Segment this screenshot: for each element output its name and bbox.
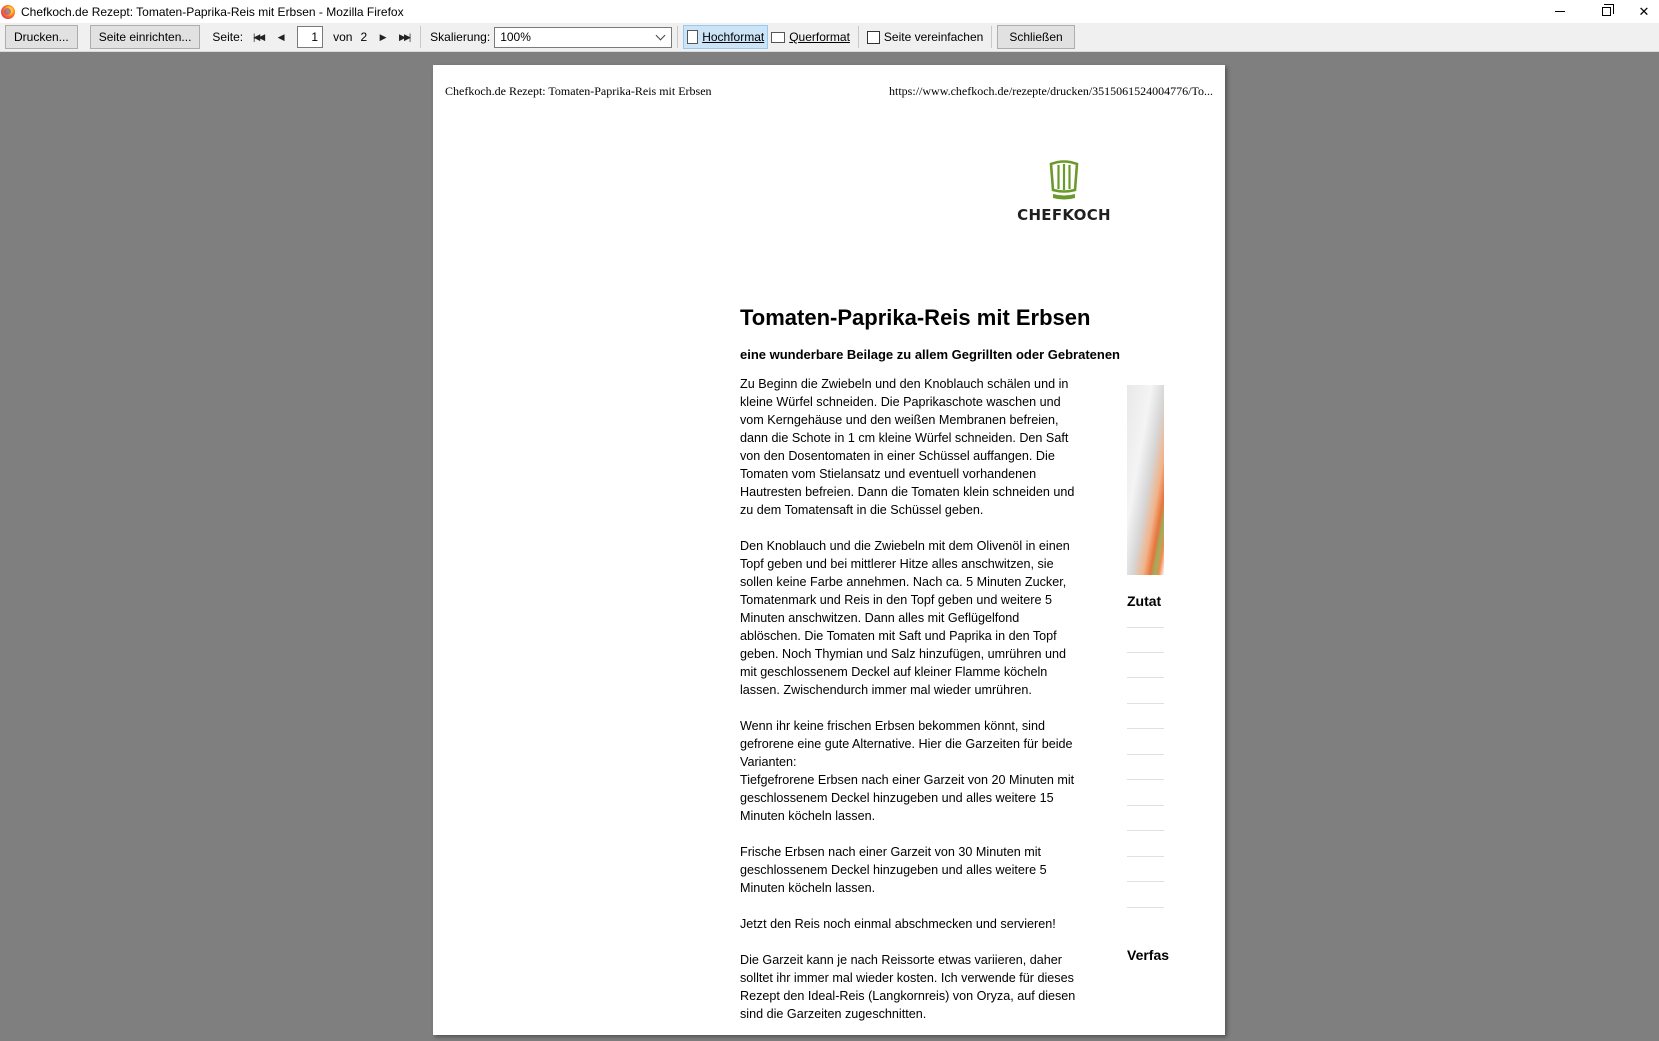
checkbox-icon <box>867 31 880 44</box>
simplify-page-label: Seite vereinfachen <box>883 30 984 44</box>
close-icon: ✕ <box>1638 3 1650 19</box>
total-pages: 2 <box>360 30 368 44</box>
of-label: von <box>333 30 353 44</box>
close-preview-button[interactable] <box>997 25 1074 49</box>
restore-icon <box>1602 7 1611 16</box>
toolbar-separator <box>858 26 859 48</box>
print-preview-toolbar <box>0 23 1659 52</box>
author-heading: Verfas <box>1127 947 1170 963</box>
ingredients-heading: Zutat <box>1127 593 1162 609</box>
print-button-label: Drucken... <box>14 30 69 44</box>
firefox-icon <box>1 5 15 19</box>
landscape-page-icon <box>771 32 785 43</box>
restore-button[interactable] <box>1583 0 1629 23</box>
page-header-title: Chefkoch.de Rezept: Tomaten-Paprika-Reis mit Erbsen <box>445 84 712 98</box>
portrait-label: Hochformat <box>702 30 765 44</box>
instruction-paragraph: Wenn ihr keine frischen Erbsen bekommen könnt, sind gefrorene eine gute Alternative. Hier die Garzeiten für beide Varianten: Tiefgefrorene Erbsen nach einer Garzeit von 20 Minuten mit geschlossenem Deckel hinzugeben und alles weitere 15 Minuten köcheln lassen. <box>740 719 1075 823</box>
chefkoch-logo <box>1016 160 1112 224</box>
first-page-button[interactable] <box>247 26 269 48</box>
minimize-button[interactable] <box>1537 0 1583 23</box>
first-page-icon: |◀◀ <box>253 31 264 42</box>
logo-wordmark: CHEFKOCH <box>1017 206 1111 224</box>
close-preview-label: Schließen <box>1009 30 1063 44</box>
ingredient-divider <box>1127 627 1164 628</box>
ingredient-divider <box>1127 907 1164 908</box>
landscape-button[interactable] <box>768 25 853 49</box>
page-label: Seite: <box>212 30 244 44</box>
toolbar-separator <box>420 26 421 48</box>
close-window-button[interactable] <box>1629 0 1659 23</box>
page-number-input[interactable]: 1 <box>297 26 323 48</box>
window-titlebar <box>0 0 1659 23</box>
ingredient-divider <box>1127 728 1164 729</box>
ingredient-divider <box>1127 881 1164 882</box>
ingredient-divider <box>1127 677 1164 678</box>
recipe-subtitle: eine wunderbare Beilage zu allem Gegrillten oder Gebratenen <box>740 347 1120 362</box>
instruction-paragraph: Zu Beginn die Zwiebeln und den Knoblauch schälen und in kleine Würfel schneiden. Die Paprikaschote waschen und vom Kerngehäuse und den weißen Membranen befreien, dann die Schote in 1 cm kleine Würfel schneiden. Den Saft von den Dosentomaten in einer Schüssel auffangen. Die Tomaten vom Stielansatz und eventuell vorhandenen Hautresten befreien. Dann die Tomaten klein schneiden und zu dem Tomatensaft in die Schüssel geben. <box>740 377 1075 517</box>
window-controls <box>1537 0 1659 23</box>
preview-page <box>433 65 1225 1035</box>
ingredient-divider <box>1127 805 1164 806</box>
scale-select[interactable] <box>494 27 672 48</box>
minimize-icon <box>1555 11 1565 12</box>
instruction-paragraph: Die Garzeit kann je nach Reissorte etwas variieren, daher solltet ihr immer mal wieder kosten. Ich verwende für dieses Rezept den Ideal-Reis (Langkornreis) von Oryza, auf diesen sind die Garzeiten zugeschnitten. <box>740 953 1076 1021</box>
scale-label: Skalierung: <box>430 30 491 44</box>
instruction-paragraph: Den Knoblauch und die Zwiebeln mit dem Olivenöl in einen Topf geben und bei mittlerer Hitze alles anschwitzen, sie sollen keine Farbe annehmen. Nach ca. 5 Minuten Zucker, Tomatenmark und Reis in den Topf geben und weitere 5 Minuten anschwitzen. Dann alles mit Geflügelfond ablöschen. Die Tomaten mit Saft und Paprika in den Topf geben. Noch Thymian und Salz hinzufügen, umrühren und mit geschlossenem Deckel auf kleiner Flamme köcheln lassen. Zwischendurch immer mal wieder umrühren. <box>740 539 1070 697</box>
ingredient-divider <box>1127 830 1164 831</box>
ingredient-divider <box>1127 779 1164 780</box>
ingredient-divider <box>1127 703 1164 704</box>
page-setup-button[interactable] <box>90 25 201 49</box>
last-page-button[interactable] <box>393 26 415 48</box>
chevron-down-icon <box>656 30 666 40</box>
scale-value: 100% <box>500 30 531 44</box>
next-page-button[interactable] <box>371 26 393 48</box>
recipe-photo <box>1127 385 1164 575</box>
previous-page-icon: ◀ <box>277 31 283 42</box>
portrait-page-icon <box>687 30 698 44</box>
page-header-url: https://www.chefkoch.de/rezepte/drucken/3515061524004776/To... <box>889 84 1213 98</box>
recipe-title: Tomaten-Paprika-Reis mit Erbsen <box>740 305 1091 330</box>
instruction-paragraph: Jetzt den Reis noch einmal abschmecken und servieren! <box>740 917 1056 931</box>
portrait-button[interactable] <box>683 25 768 49</box>
recipe-instructions <box>740 375 1092 1041</box>
window-title: Chefkoch.de Rezept: Tomaten-Paprika-Reis mit Erbsen - Mozilla Firefox <box>21 4 404 19</box>
ingredient-divider <box>1127 856 1164 857</box>
print-button[interactable] <box>5 25 78 49</box>
toolbar-separator <box>677 26 678 48</box>
toolbar-separator <box>991 26 992 48</box>
simplify-page-checkbox[interactable] <box>864 25 986 49</box>
last-page-icon: ▶▶| <box>399 31 410 42</box>
page-setup-label: Seite einrichten... <box>98 30 192 44</box>
previous-page-button[interactable] <box>269 26 291 48</box>
next-page-icon: ▶ <box>379 31 385 42</box>
ingredient-divider <box>1127 652 1164 653</box>
chef-hat-icon <box>1047 160 1081 202</box>
instruction-paragraph: Frische Erbsen nach einer Garzeit von 30 Minuten mit geschlossenem Deckel hinzugeben und alles weitere 5 Minuten köcheln lassen. <box>740 845 1047 895</box>
landscape-label: Querformat <box>789 30 850 44</box>
ingredient-divider <box>1127 754 1164 755</box>
